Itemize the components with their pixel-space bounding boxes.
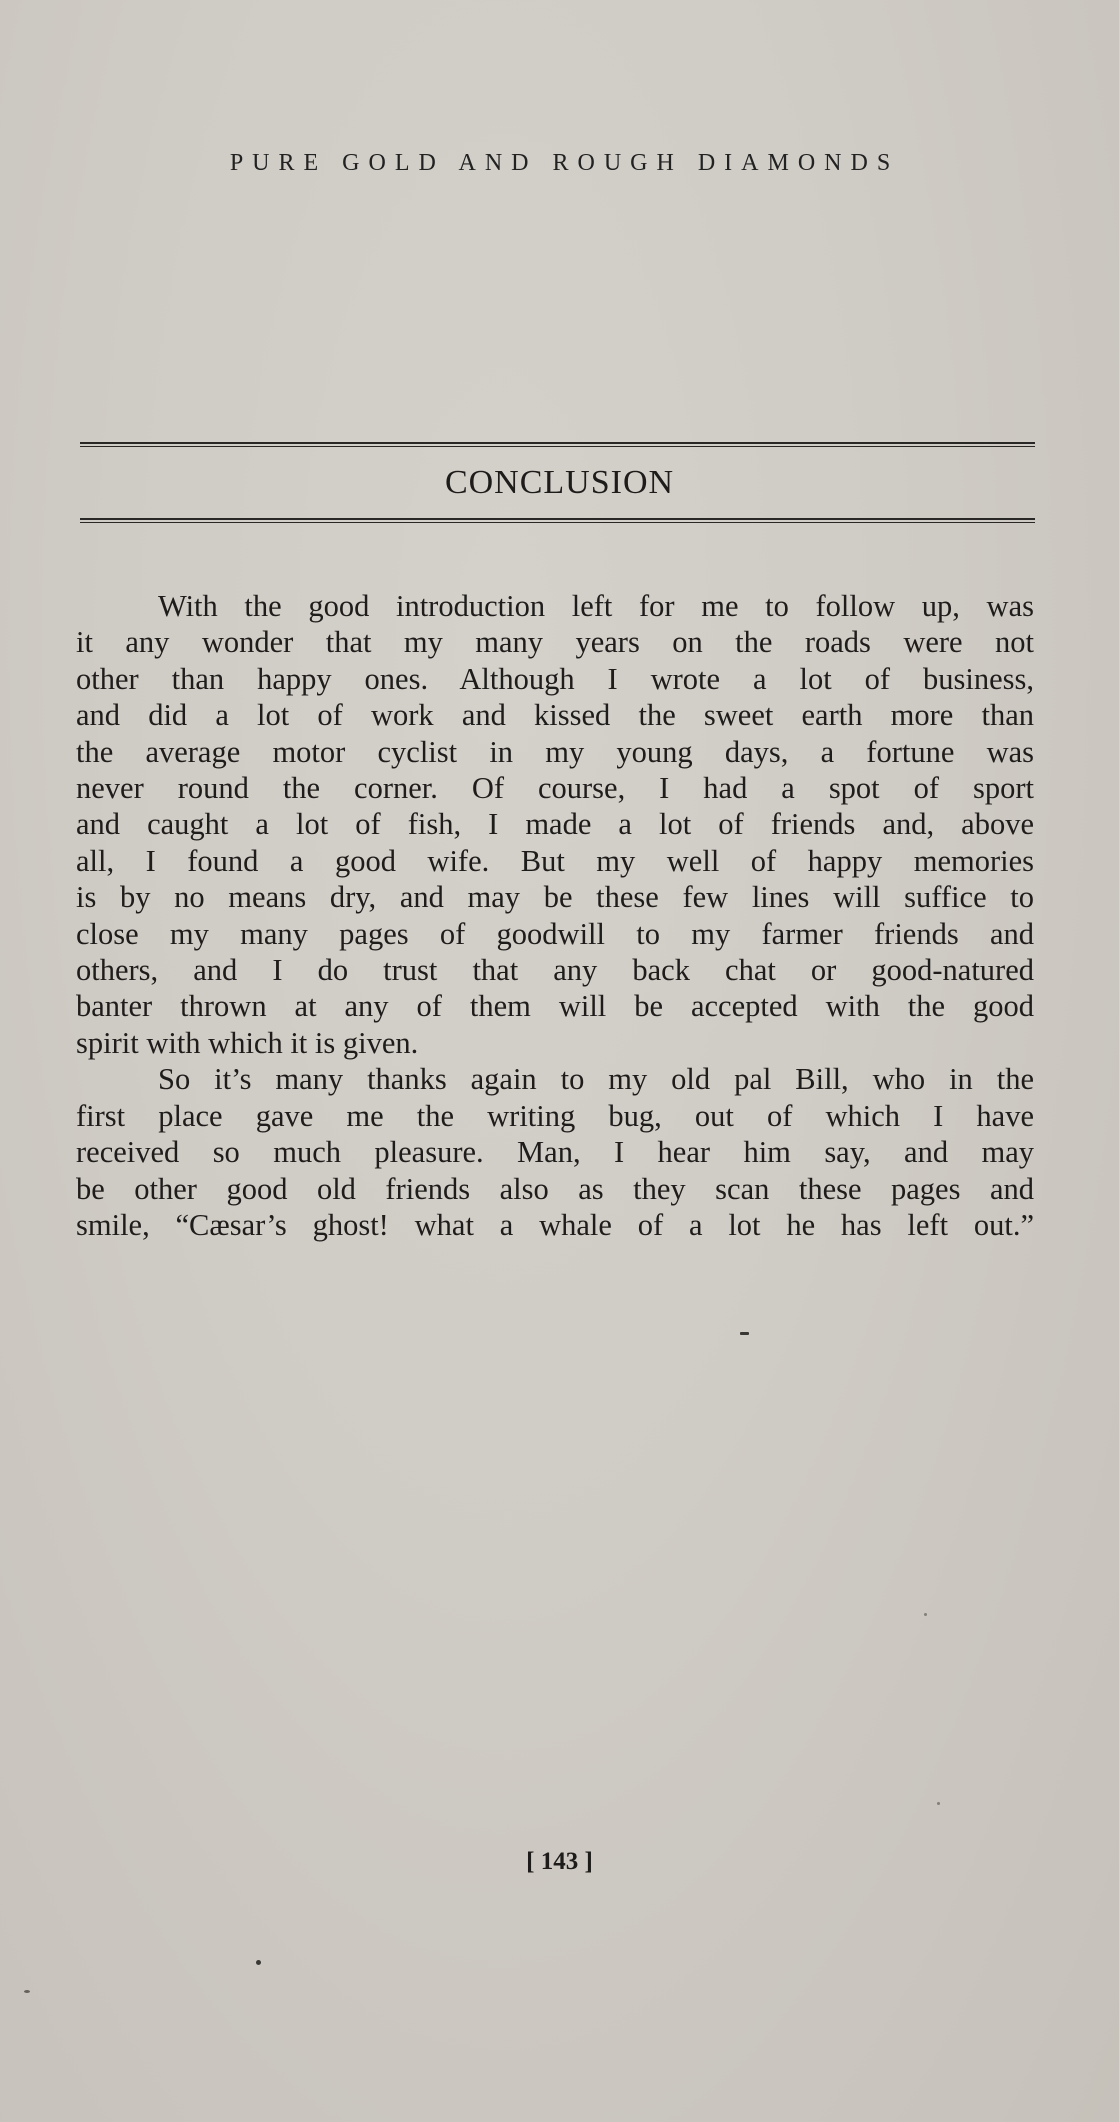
text-line: and did a lot of work and kissed the sweet earth more than bbox=[76, 698, 1034, 733]
text-line: smile, “Cæsar’s ghost! what a whale of a lot he has left out.” bbox=[76, 1207, 1034, 1242]
text-line: banter thrown at any of them will be accepted with the good bbox=[76, 989, 1034, 1024]
title-rule-top bbox=[80, 442, 1035, 447]
text-line: others, and I do trust that any back chat or good-natured bbox=[76, 953, 1034, 988]
text-line: all, I found a good wife. But my well of happy memories bbox=[76, 843, 1034, 878]
text-line: never round the corner. Of course, I had a spot of sport bbox=[76, 771, 1034, 806]
paper-speck bbox=[24, 1990, 30, 1993]
paper-speck bbox=[937, 1802, 940, 1805]
text-line: is by no means dry, and may be these few lines will suffice to bbox=[76, 880, 1034, 915]
body-text bbox=[76, 588, 1034, 1243]
text-line: With the good introduction left for me to follow up, was bbox=[158, 589, 1034, 623]
text-line: it any wonder that my many years on the roads were not bbox=[76, 625, 1034, 660]
text-line: close my many pages of goodwill to my farmer friends and bbox=[76, 916, 1034, 951]
text-line: spirit with which it is given. bbox=[76, 1025, 419, 1060]
text-line: be other good old friends also as they scan these pages and bbox=[76, 1171, 1034, 1206]
text-line: the average motor cyclist in my young days, a fortune was bbox=[76, 734, 1034, 769]
text-line: other than happy ones. Although I wrote a lot of business, bbox=[76, 661, 1034, 696]
text-line: first place gave me the writing bug, out of which I have bbox=[76, 1098, 1034, 1133]
page-number: [ 143 ] bbox=[526, 1848, 593, 1875]
paragraph-1 bbox=[76, 588, 1034, 1061]
text-line: received so much pleasure. Man, I hear him say, and may bbox=[76, 1135, 1034, 1170]
paper-speck bbox=[924, 1613, 927, 1616]
text-line: So it’s many thanks again to my old pal Bill, who in the bbox=[158, 1062, 1034, 1097]
running-head: PURE GOLD AND ROUGH DIAMONDS bbox=[229, 150, 900, 176]
paper-speck bbox=[256, 1960, 261, 1965]
title-rule-bottom bbox=[80, 518, 1035, 523]
paper-speck bbox=[740, 1332, 749, 1335]
chapter-title: CONCLUSION bbox=[444, 464, 675, 501]
paragraph-2 bbox=[76, 1061, 1034, 1243]
text-line: and caught a lot of fish, I made a lot of friends and, above bbox=[76, 807, 1034, 842]
